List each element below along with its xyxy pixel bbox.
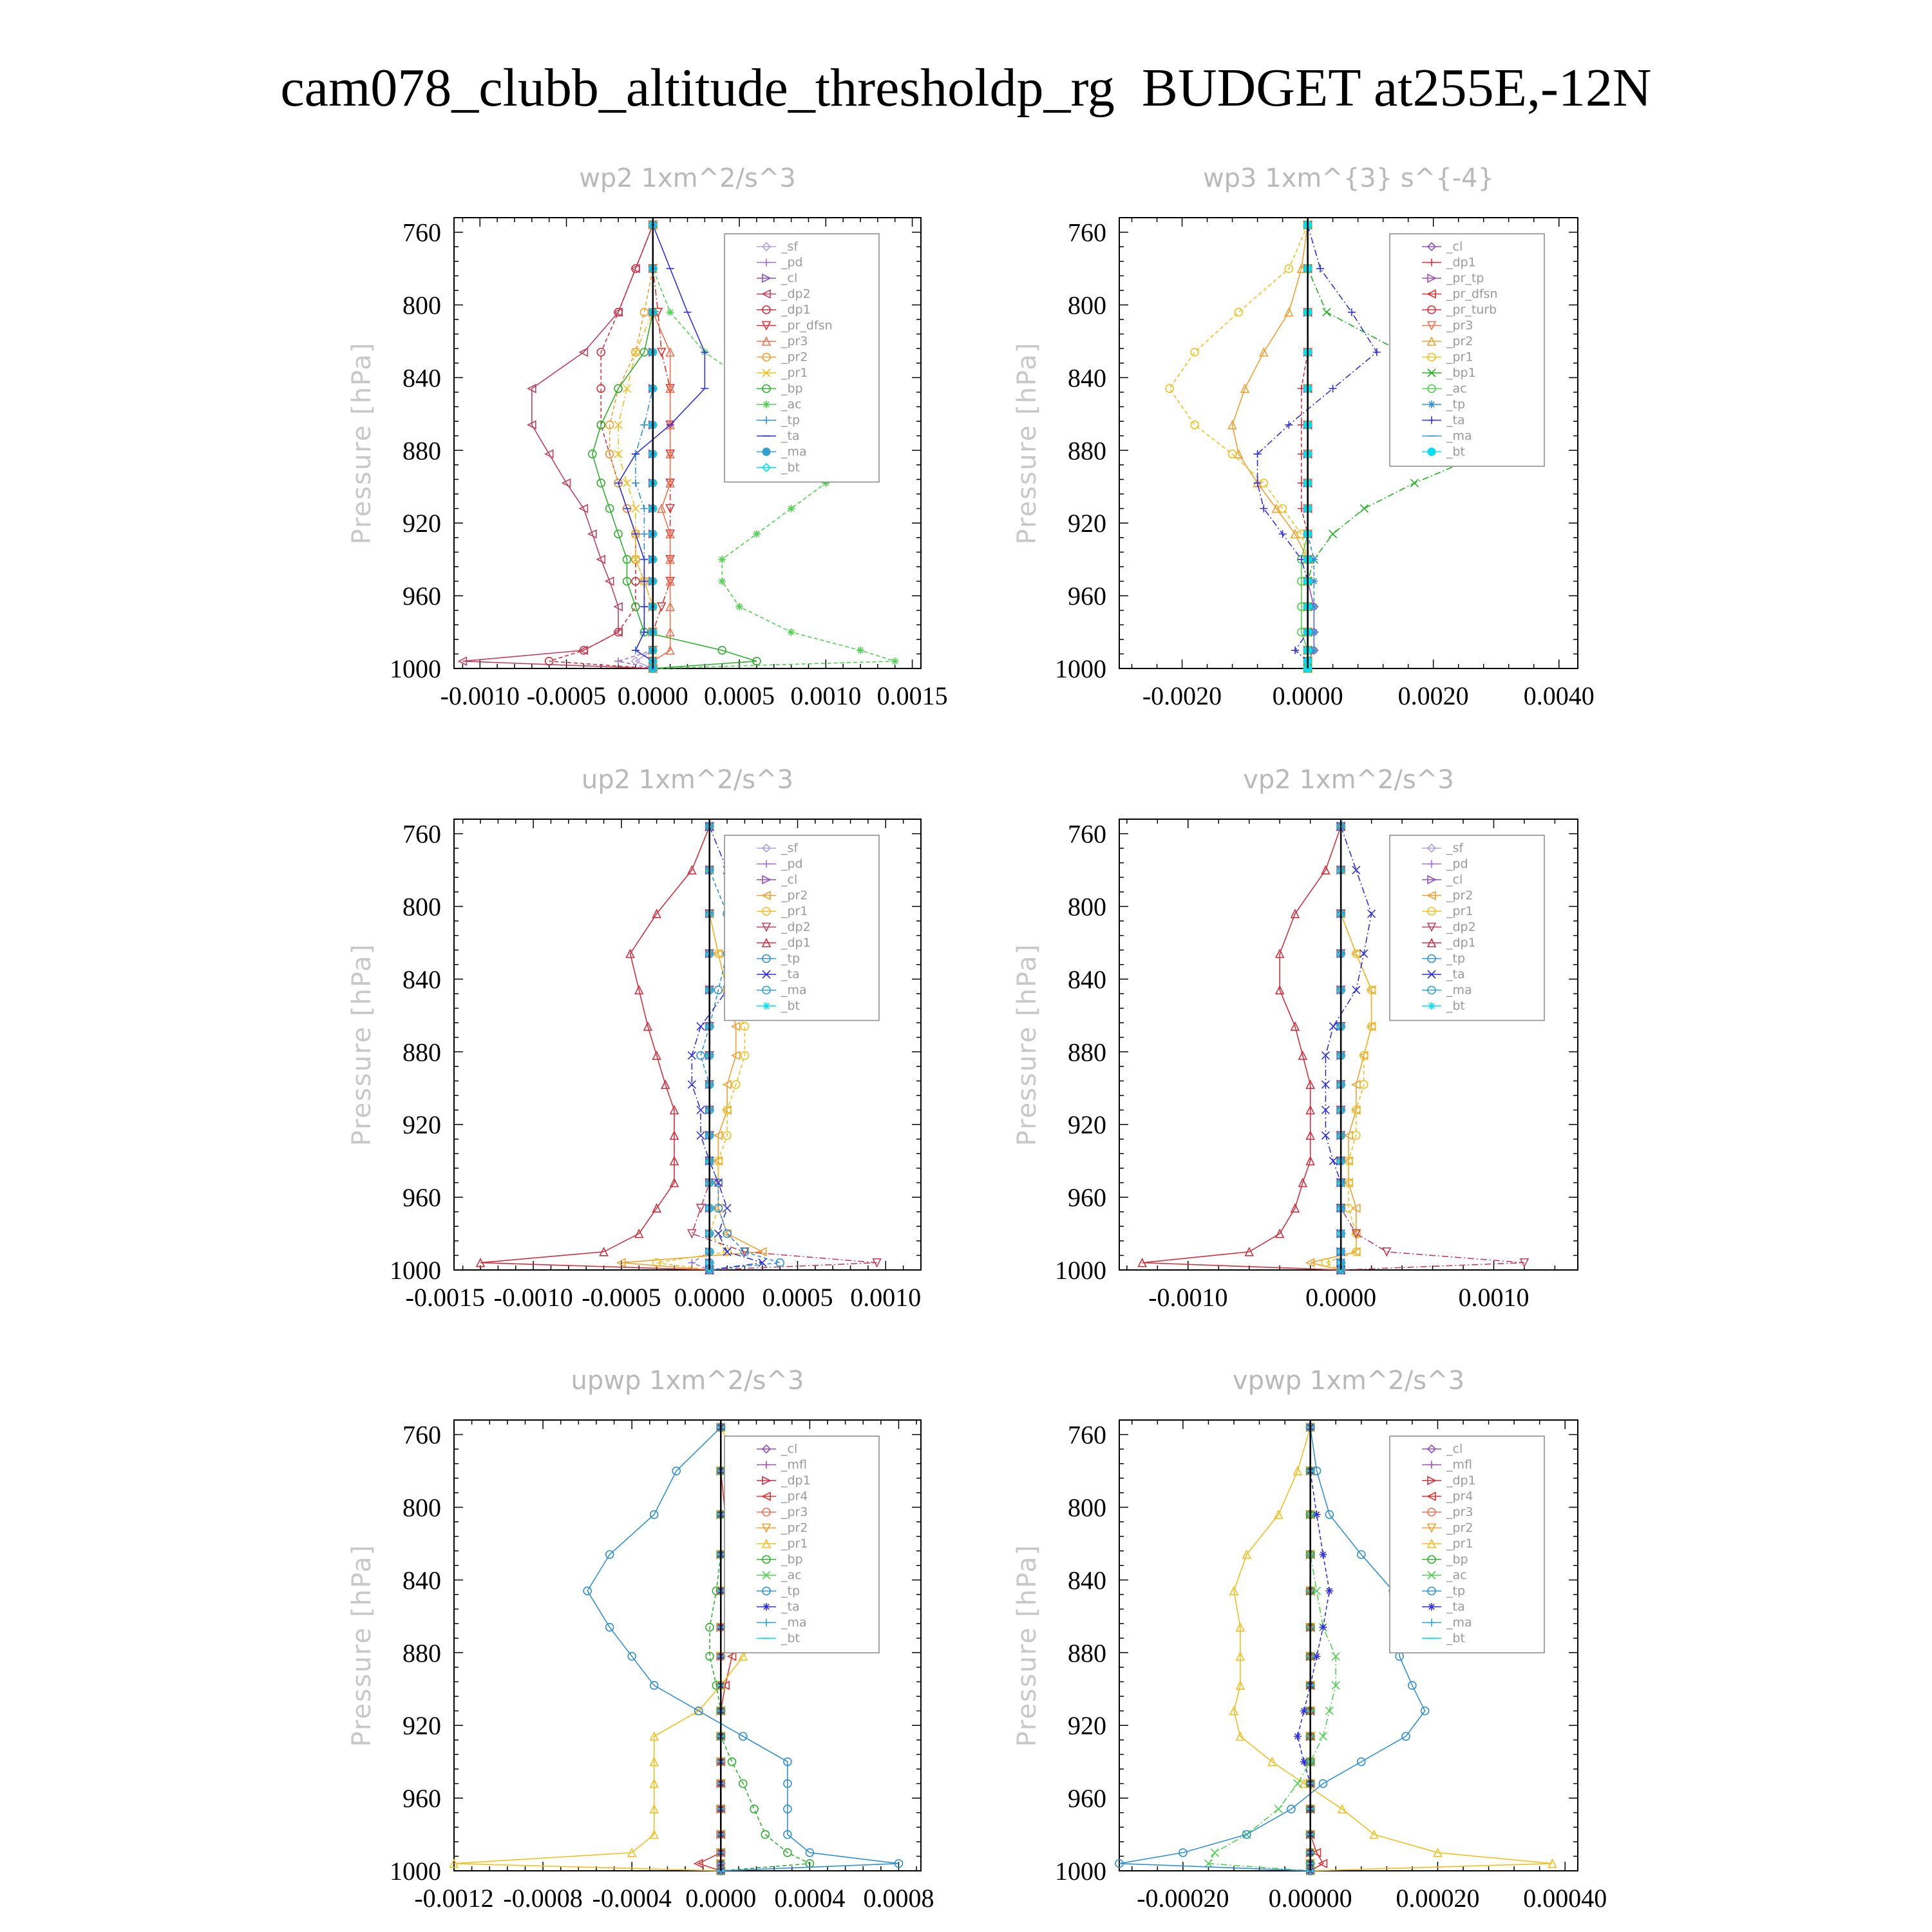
x-tick-label: 0.0010 <box>790 681 862 710</box>
legend-entry-_sf: _sf <box>1446 841 1464 855</box>
legend-entry-_pr_tp: _pr_tp <box>1446 271 1484 285</box>
legend-entry-_ta: _ta <box>1446 967 1465 981</box>
x-tick-label: -0.0005 <box>526 681 607 710</box>
series-point-_ta <box>1348 308 1356 316</box>
panel-vpwp <box>1012 1366 1607 1913</box>
series-point-_pr1 <box>623 384 631 392</box>
series-line-_pr2 <box>610 225 653 668</box>
series-line-_pd <box>618 225 653 668</box>
panel-title: wp3 1xm^{3} s^{-4} <box>1202 164 1495 193</box>
y-tick-label: 880 <box>402 436 441 466</box>
y-tick-label: 880 <box>1068 436 1106 466</box>
y-tick-label: 920 <box>402 509 441 538</box>
y-tick-label: 800 <box>402 892 441 922</box>
legend-entry-_cl: _cl <box>1446 873 1463 887</box>
legend-entry-_pr2: _pr2 <box>781 888 808 903</box>
legend-entry-_cl: _cl <box>1446 1442 1463 1456</box>
y-axis-label: Pressure [hPa] <box>1012 1544 1042 1747</box>
legend-entry-_bp: _bp <box>781 1552 803 1567</box>
x-tick-label: 0.0010 <box>850 1283 922 1312</box>
series-point-_tp <box>640 505 648 513</box>
y-axis-label: Pressure [hPa] <box>1012 341 1042 545</box>
y-tick-label: 1000 <box>1055 654 1106 683</box>
legend-entry-_ma: _ma <box>781 1615 807 1630</box>
legend-entry-_pr_dfsn: _pr_dfsn <box>1446 287 1498 301</box>
x-tick-label: 0.0000 <box>685 1884 757 1913</box>
y-tick-label: 960 <box>1068 1784 1106 1814</box>
series-point-_ta <box>1316 265 1324 272</box>
series-point-_bp <box>750 1805 758 1813</box>
legend-entry-_cl: _cl <box>781 873 798 887</box>
y-tick-label: 800 <box>1068 290 1106 320</box>
legend-marker <box>762 1603 770 1611</box>
legend-entry-_ac: _ac <box>781 397 802 412</box>
y-tick-label: 960 <box>1068 582 1106 611</box>
panel-title: wp2 1xm^2/s^3 <box>579 164 796 193</box>
legend-marker <box>1428 1603 1435 1611</box>
series-point-_ac <box>1325 1707 1333 1715</box>
legend-entry-_ta: _ta <box>781 429 800 443</box>
series-point-_ac <box>735 603 743 611</box>
y-tick-label: 1000 <box>390 1857 441 1886</box>
y-tick-label: 920 <box>402 1110 441 1140</box>
y-tick-label: 880 <box>1068 1037 1106 1067</box>
panel-wp3 <box>1012 164 1595 710</box>
x-tick-label: 0.0000 <box>1305 1283 1377 1312</box>
legend-marker <box>762 448 770 456</box>
series-point-_tp <box>632 479 639 487</box>
series-point-_pd <box>614 658 622 665</box>
legend-entry-_dp1: _dp1 <box>1446 255 1476 270</box>
legend-entry-_cl: _cl <box>781 1442 798 1456</box>
y-tick-label: 1000 <box>1055 1256 1106 1285</box>
series-point-_pr1 <box>1321 1259 1329 1267</box>
panel-title: upwp 1xm^2/s^3 <box>571 1366 804 1396</box>
series-point-_tp <box>640 530 648 538</box>
y-tick-label: 880 <box>402 1037 441 1067</box>
legend-entry-_pr2: _pr2 <box>781 1520 808 1535</box>
legend-entry-_bt: _bt <box>1446 999 1466 1013</box>
series-point-_ta <box>714 1230 722 1238</box>
x-tick-label: 0.0020 <box>1397 681 1469 710</box>
legend-entry-_ac: _ac <box>1446 1568 1467 1582</box>
legend-entry-_sf: _sf <box>781 841 799 855</box>
legend-marker <box>1428 1002 1435 1010</box>
series-line-_dp1 <box>1142 826 1341 1270</box>
y-tick-label: 920 <box>1068 1711 1106 1741</box>
x-tick-label: 0.00000 <box>1268 1884 1352 1913</box>
y-axis-label: Pressure [hPa] <box>347 943 377 1146</box>
series-point-_bp1 <box>1329 530 1337 538</box>
x-tick-label: 0.0005 <box>704 681 775 710</box>
y-tick-label: 760 <box>402 218 441 247</box>
legend-entry-_mfl: _mfl <box>781 1457 807 1472</box>
legend-entry-_tp: _tp <box>1446 1584 1466 1598</box>
series-point-_bp1 <box>1410 479 1418 487</box>
legend-entry-_ma: _ma <box>1446 429 1472 443</box>
series-line-_tp <box>1119 1427 1425 1871</box>
y-tick-label: 1000 <box>390 654 441 683</box>
series-line-_ac <box>1208 1427 1336 1871</box>
series-point-_bp1 <box>1360 505 1368 513</box>
legend-marker <box>1428 448 1435 456</box>
legend-entry-_ma: _ma <box>1446 983 1472 998</box>
y-tick-label: 960 <box>1068 1183 1106 1213</box>
series-point-_tp <box>640 421 648 429</box>
series-line-_pr1 <box>1170 225 1308 668</box>
legend-entry-_tp: _tp <box>1446 951 1466 966</box>
series-point-_ta <box>1294 1732 1302 1740</box>
x-tick-label: 0.0000 <box>674 1283 745 1312</box>
legend-entry-_dp1: _dp1 <box>781 303 811 317</box>
legend-entry-_mfl: _mfl <box>1446 1457 1472 1472</box>
legend <box>1390 1436 1544 1653</box>
legend-marker <box>762 401 770 408</box>
panel-title: vpwp 1xm^2/s^3 <box>1232 1366 1465 1396</box>
legend-entry-_tp: _tp <box>781 951 800 966</box>
panel-wp2 <box>347 164 948 710</box>
panel-upwp <box>347 1366 934 1913</box>
series-point-_pr1 <box>623 479 631 487</box>
y-tick-label: 800 <box>402 290 441 320</box>
x-tick-label: 0.0040 <box>1523 681 1595 710</box>
series-point-_dp2 <box>688 1230 696 1238</box>
series-point-_pr1 <box>1191 421 1198 429</box>
y-axis-label: Pressure [hPa] <box>347 341 377 545</box>
legend-marker <box>762 1002 770 1010</box>
legend-entry-_pr2: _pr2 <box>1446 888 1473 903</box>
legend-entry-_bt: _bt <box>781 460 800 475</box>
series-point-_ac <box>891 658 899 665</box>
legend-entry-_pr2: _pr2 <box>1446 334 1473 348</box>
y-tick-label: 880 <box>402 1638 441 1668</box>
legend-entry-_pr2: _pr2 <box>1446 1520 1473 1535</box>
legend-entry-_pr2: _pr2 <box>781 350 808 365</box>
series-line-_pr1 <box>618 225 653 668</box>
y-tick-label: 840 <box>402 965 441 994</box>
legend-entry-_pr1: _pr1 <box>781 366 808 380</box>
series-point-_ta <box>1325 1587 1333 1595</box>
series-point-_pr_dfsn <box>658 603 665 611</box>
series-point-_ta <box>1319 1624 1327 1631</box>
series-point-_ta <box>697 1132 705 1139</box>
legend-entry-_bt: _bt <box>781 999 800 1013</box>
legend-entry-_dp2: _dp2 <box>781 920 811 934</box>
series-point-_ta <box>688 1052 696 1059</box>
y-tick-label: 840 <box>402 363 441 393</box>
panel-title: vp2 1xm^2/s^3 <box>1243 765 1454 795</box>
series-line-_dp2 <box>462 225 652 668</box>
y-tick-label: 760 <box>1068 819 1106 849</box>
series-point-_ac <box>788 505 795 513</box>
legend-entry-_pd: _pd <box>1446 857 1468 871</box>
legend-entry-_bp: _bp <box>781 381 803 396</box>
legend-entry-_bp: _bp <box>1446 1552 1468 1567</box>
y-tick-label: 840 <box>1068 965 1106 994</box>
series-point-_tp <box>697 1052 705 1059</box>
x-tick-label: -0.0008 <box>503 1884 583 1913</box>
legend-entry-_tp: _tp <box>1446 397 1466 412</box>
x-tick-label: 0.00020 <box>1396 1884 1480 1913</box>
x-tick-label: 0.0010 <box>1458 1283 1530 1312</box>
legend-entry-_pr1: _pr1 <box>781 1537 808 1551</box>
series-point-_ta <box>1329 1157 1337 1165</box>
series-point-_bp <box>728 1758 736 1766</box>
legend-marker <box>1428 401 1435 408</box>
y-tick-label: 880 <box>1068 1638 1106 1668</box>
series-point-_ac <box>1319 1732 1327 1740</box>
series-line-_ac <box>1302 225 1308 668</box>
series-point-_ta <box>1352 986 1360 994</box>
panel-title: up2 1xm^2/s^3 <box>581 765 794 795</box>
legend-entry-_pr3: _pr3 <box>1446 318 1473 333</box>
series-point-_ta <box>1279 530 1287 538</box>
y-tick-label: 960 <box>402 1183 441 1213</box>
legend-entry-_bt: _bt <box>1446 444 1466 459</box>
y-tick-label: 960 <box>402 1784 441 1814</box>
legend-entry-_ta: _ta <box>781 967 800 981</box>
legend-entry-_pd: _pd <box>781 255 803 270</box>
series-point-_ta <box>697 1023 705 1030</box>
series-point-_ac <box>718 556 726 564</box>
series-point-_pr2 <box>640 308 648 316</box>
legend-entry-_tp: _tp <box>781 1584 800 1598</box>
figure-title: cam078_clubb_altitude_thresholdp_rg BUDGET at255E,-12N <box>280 58 1652 118</box>
x-tick-label: -0.0010 <box>493 1283 573 1312</box>
legend-entry-_dp2: _dp2 <box>781 287 811 301</box>
x-tick-label: -0.0012 <box>414 1884 494 1913</box>
legend-entry-_bt: _bt <box>1446 1631 1466 1645</box>
legend <box>724 234 879 482</box>
y-tick-label: 1000 <box>1055 1857 1106 1886</box>
y-axis-label: Pressure [hPa] <box>1012 943 1042 1146</box>
series-line-_ta <box>1325 826 1371 1270</box>
series-point-_ac <box>753 530 761 538</box>
y-tick-label: 840 <box>402 1566 441 1595</box>
legend-entry-_dp2: _dp2 <box>1446 920 1476 934</box>
legend-entry-_pr_turb: _pr_turb <box>1446 303 1497 317</box>
legend-entry-_cl: _cl <box>1446 240 1463 254</box>
series-point-_pd <box>688 1259 696 1267</box>
legend-entry-_tp: _tp <box>781 413 800 428</box>
x-tick-label: -0.0004 <box>592 1884 672 1913</box>
series-line-_pr2 <box>1233 225 1308 668</box>
x-tick-label: 0.0000 <box>617 681 688 710</box>
series-point-_ta <box>1329 1023 1337 1030</box>
x-tick-label: -0.0010 <box>1148 1283 1228 1312</box>
legend-entry-_pr3: _pr3 <box>1446 1505 1473 1519</box>
legend-entry-_pr4: _pr4 <box>1446 1489 1473 1504</box>
legend-entry-_bt: _bt <box>781 1631 800 1645</box>
y-tick-label: 800 <box>1068 892 1106 922</box>
series-point-_ta <box>723 1204 731 1212</box>
legend-entry-_pr1: _pr1 <box>1446 904 1473 918</box>
panel-vp2 <box>1012 765 1578 1312</box>
legend-entry-_dp1: _dp1 <box>781 1473 811 1488</box>
y-tick-label: 840 <box>1068 1566 1106 1595</box>
series-line-_dp1 <box>1302 225 1308 668</box>
legend-entry-_ac: _ac <box>1446 381 1467 396</box>
series-line-_ta <box>1298 1427 1329 1871</box>
legend <box>1390 835 1544 1021</box>
legend-entry-_pr1: _pr1 <box>1446 350 1473 365</box>
series-point-_ta <box>1373 348 1381 356</box>
legend-entry-_ta: _ta <box>781 1600 800 1614</box>
y-tick-label: 760 <box>402 1420 441 1450</box>
legend-entry-_ta: _ta <box>1446 413 1465 428</box>
series-point-_pr1 <box>632 505 639 513</box>
x-tick-label: -0.0015 <box>405 1283 485 1312</box>
x-tick-label: 0.0008 <box>863 1884 934 1913</box>
legend-entry-_pr1: _pr1 <box>1446 1537 1473 1551</box>
x-tick-label: 0.0015 <box>876 681 948 710</box>
series-point-_ac <box>718 578 726 585</box>
series-line-_pr4 <box>1311 1427 1323 1871</box>
legend-entry-_dp1: _dp1 <box>1446 1473 1476 1488</box>
series-point-_ta <box>1260 505 1267 513</box>
y-tick-label: 840 <box>1068 363 1106 393</box>
series-point-_ac <box>788 629 795 636</box>
series-point-_ac <box>667 308 674 316</box>
series-point-_ac <box>1274 1805 1282 1813</box>
legend-entry-_sf: _sf <box>781 240 799 254</box>
legend-entry-_ma: _ma <box>781 983 807 998</box>
series-point-_ac <box>1294 1780 1302 1788</box>
legend-entry-_pr4: _pr4 <box>781 1489 808 1504</box>
x-tick-label: -0.0005 <box>582 1283 661 1312</box>
legend-entry-_pr1: _pr1 <box>781 904 808 918</box>
legend-entry-_cl: _cl <box>781 271 798 285</box>
series-line-_dp1 <box>480 826 710 1270</box>
series-point-_ta <box>1285 421 1293 429</box>
x-tick-label: -0.0020 <box>1142 681 1222 710</box>
legend-entry-_dp1: _dp1 <box>781 936 811 950</box>
series-point-_ac <box>1211 1849 1218 1857</box>
x-tick-label: 0.0000 <box>1272 681 1343 710</box>
legend-entry-_ma: _ma <box>1446 1615 1472 1630</box>
y-tick-label: 960 <box>402 582 441 611</box>
y-tick-label: 800 <box>402 1493 441 1522</box>
legend-entry-_ac: _ac <box>781 1568 802 1582</box>
series-line-_cl <box>1308 225 1314 668</box>
series-point-_ta <box>1321 1132 1329 1139</box>
y-tick-label: 760 <box>402 819 441 849</box>
y-tick-label: 920 <box>1068 509 1106 538</box>
x-tick-label: -0.00020 <box>1137 1884 1229 1913</box>
legend-entry-_pd: _pd <box>781 857 803 871</box>
panel-up2 <box>347 765 921 1312</box>
y-tick-label: 760 <box>1068 1420 1106 1450</box>
legend-entry-_ta: _ta <box>1446 1600 1465 1614</box>
series-point-_ta <box>1319 1551 1327 1558</box>
legend <box>1390 234 1544 466</box>
x-tick-label: 0.0004 <box>774 1884 846 1913</box>
y-tick-label: 920 <box>1068 1110 1106 1140</box>
legend-entry-_pr3: _pr3 <box>781 1505 808 1519</box>
series-point-_pr1 <box>1166 384 1173 392</box>
legend-entry-_bp1: _bp1 <box>1446 366 1476 380</box>
y-tick-label: 800 <box>1068 1493 1106 1522</box>
legend-entry-_ma: _ma <box>781 444 807 459</box>
x-tick-label: 0.0005 <box>762 1283 833 1312</box>
y-axis-label: Pressure [hPa] <box>347 1544 377 1747</box>
series-point-_ta <box>697 1106 705 1114</box>
series-point-_ta <box>1352 866 1360 874</box>
x-tick-label: 0.00040 <box>1523 1884 1607 1913</box>
legend-entry-_pr3: _pr3 <box>781 334 808 348</box>
y-tick-label: 920 <box>402 1711 441 1741</box>
series-point-_pr1 <box>1235 308 1242 316</box>
y-tick-label: 1000 <box>390 1256 441 1285</box>
legend-entry-_pr_dfsn: _pr_dfsn <box>781 318 833 333</box>
series-point-_pr1 <box>1279 505 1287 513</box>
series-point-_bp1 <box>1323 308 1331 316</box>
series-point-_ac <box>857 647 864 654</box>
legend <box>724 835 879 1021</box>
series-point-_pr1 <box>632 348 639 356</box>
legend <box>724 1436 879 1653</box>
y-tick-label: 760 <box>1068 218 1106 247</box>
x-tick-label: -0.0010 <box>440 681 520 710</box>
series-point-_pr1 <box>1191 348 1198 356</box>
legend-entry-_dp1: _dp1 <box>1446 936 1476 950</box>
